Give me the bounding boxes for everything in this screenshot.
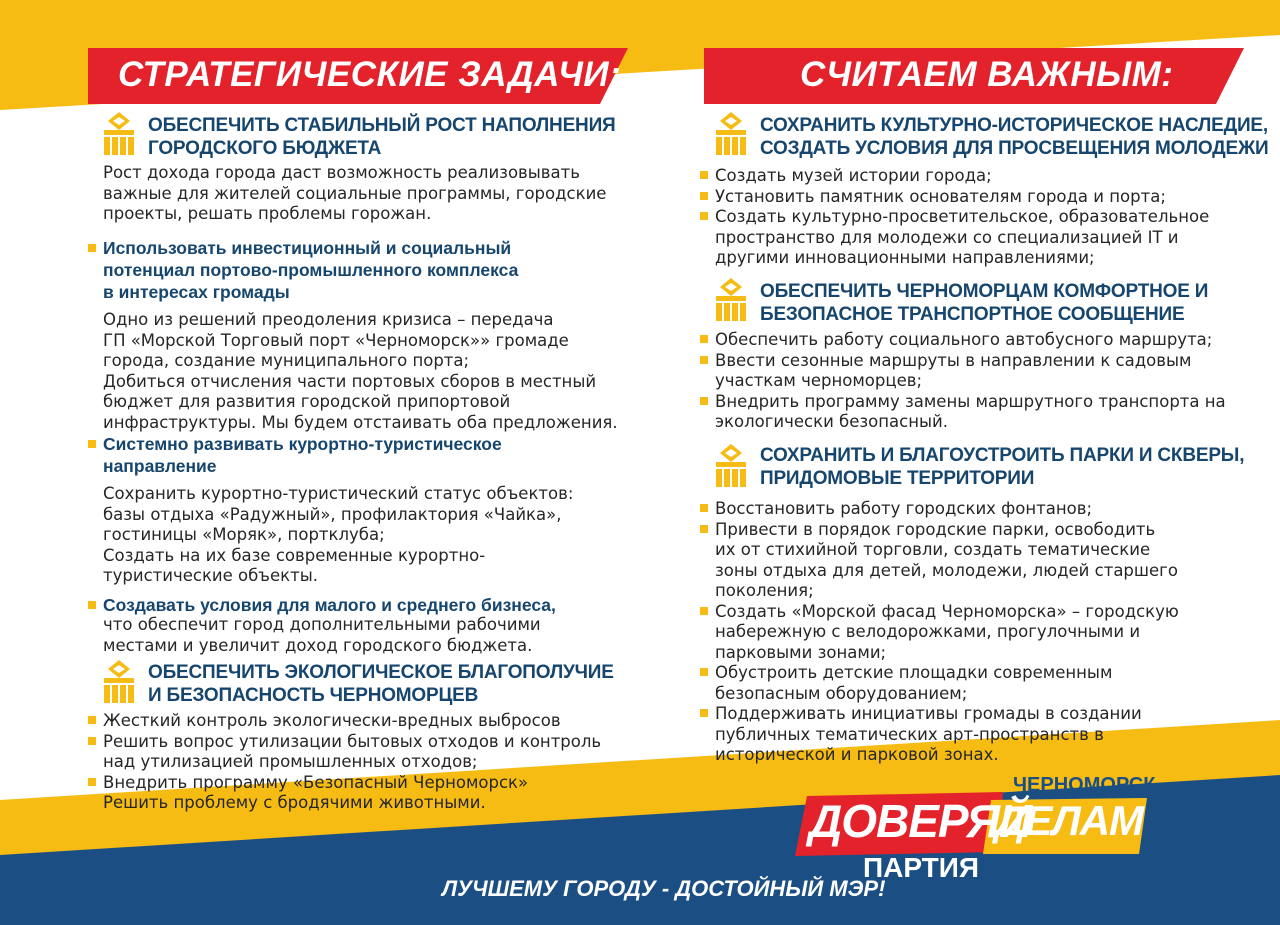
bullet-icon (88, 737, 96, 745)
column-icon (712, 278, 750, 322)
right-section3-heading: СОХРАНИТЬ И БЛАГОУСТРОИТЬ ПАРКИ И СКВЕРЫ, ПРИДОМОВЫЕ ТЕРРИТОРИИ (760, 445, 1245, 489)
left-bullet2-text: Сохранить курортно-туристический статус объектов: базы отдыха «Радужный», профилактория «Чайка», гостиницы «Моряк», портклуба; Создать на их базе современные курортно- туристические объекты. (103, 484, 574, 585)
left-bullet3-title: Создавать условия для малого и среднего бизнеса, (88, 594, 556, 616)
bullet-icon (88, 716, 96, 724)
bullet-icon (88, 244, 96, 252)
footer-slogan: ЛУЧШЕМУ ГОРОДУ - ДОСТОЙНЫЙ МЭР! (442, 876, 886, 901)
left-bullet1-title: Использовать инвестиционный и социальный потенциал портово-промышленного комплекса в интересах громады (88, 237, 518, 303)
logo-word1: ДОВЕРЯЙ (809, 795, 1032, 847)
column-icon (100, 660, 138, 704)
right-title: СЧИТАЕМ ВАЖНЫМ: (800, 55, 1174, 94)
right-section1-heading: СОХРАНИТЬ КУЛЬТУРНО-ИСТОРИЧЕСКОЕ НАСЛЕДИЕ, СОЗДАТЬ УСЛОВИЯ ДЛЯ ПРОСВЕЩЕНИЯ МОЛОДЕЖИ (760, 115, 1269, 159)
bullet-icon (700, 525, 708, 533)
bullet-icon (88, 798, 96, 806)
bullet-icon (700, 356, 708, 364)
right-section3-list: Восстановить работу городских фонтанов; Привести в порядок городские парки, освободить их от стихийной торговли, создать тематические зоны отдыха для детей, молодежи, людей старшего поколения; Создать «Морской фасад Черноморска» – городскую набережную с велодорожками, прогулочными и парковыми зонами; Обустроить детские площадки современным безопасным оборудованием; Поддерживать инициативы громады в создании публичных тематических арт-пространств в исторической и парковой зонах. (700, 499, 1179, 766)
bullet-icon (700, 668, 708, 676)
bullet-icon (700, 397, 708, 405)
bullet-icon (700, 212, 708, 220)
bullet-icon (700, 171, 708, 179)
left-section1-text: Рост дохода города даст возможность реализовывать важные для жителей социальные программы, городские проекты, решать проблемы горожан. (103, 163, 607, 223)
left-section2-list: Жесткий контроль экологически-вредных выбросов Решить вопрос утилизации бытовых отходов и контроль над утилизацией промышленных отходов; Внедрить программу «Безопасный Черноморск» Решить проблему с бродячими животными. (88, 711, 601, 814)
left-bullet1-text: Одно из решений преодоления кризиса – передача ГП «Морской Торговый порт «Черноморск»» громаде города, создание муниципального порта; Добиться отчисления части портовых сборов в местный бюджет для развития городской припортовой инфраструктуры. Мы будем отстаивать оба предложения. (103, 310, 618, 432)
logo-word2: ДЕЛАМ (995, 797, 1144, 844)
left-title-banner (88, 48, 628, 104)
bullet-icon (88, 778, 96, 786)
left-section1-heading: ОБЕСПЕЧИТЬ СТАБИЛЬНЫЙ РОСТ НАПОЛНЕНИЯ ГОРОДСКОГО БЮДЖЕТА (148, 115, 616, 159)
bullet-icon (700, 504, 708, 512)
bullet-icon (88, 601, 96, 609)
right-section2-list: Обеспечить работу социального автобусного маршрута; Ввести сезонные маршруты в направлении к садовым участкам черноморцев; Внедрить программу замены маршрутного транспорта на экологически безопасный. (700, 330, 1226, 433)
party-logo (795, 772, 1155, 892)
column-icon (712, 112, 750, 156)
left-title: СТРАТЕГИЧЕСКИЕ ЗАДАЧИ: (118, 55, 622, 94)
right-section1-list: Создать музей истории города; Установить памятник основателям города и порта; Создать культурно-просветительское, образовательное пространство для молодежи со специализацией IT и другими инновационными направлениями; (700, 166, 1209, 269)
bullet-icon (700, 709, 708, 717)
left-bullet2-title: Системно развивать курортно-туристическое направление (88, 433, 502, 477)
logo-city: ЧЕРНОМОРСК (1013, 774, 1156, 796)
bullet-icon (700, 607, 708, 615)
right-title-banner (704, 48, 1244, 104)
bullet-icon (700, 335, 708, 343)
bullet-icon (88, 440, 96, 448)
left-section2-heading: ОБЕСПЕЧИТЬ ЭКОЛОГИЧЕСКОЕ БЛАГОПОЛУЧИЕ И БЕЗОПАСНОСТЬ ЧЕРНОМОРЦЕВ (148, 662, 614, 706)
right-section2-heading: ОБЕСПЕЧИТЬ ЧЕРНОМОРЦАМ КОМФОРТНОЕ И БЕЗОПАСНОЕ ТРАНСПОРТНОЕ СООБЩЕНИЕ (760, 281, 1209, 325)
bullet-icon (700, 192, 708, 200)
column-icon (100, 112, 138, 156)
logo-party: ПАРТИЯ (863, 852, 980, 883)
left-bullet3-text: что обеспечит город дополнительными рабочими местами и увеличит доход городского бюджета. (103, 615, 541, 655)
column-icon (712, 444, 750, 488)
